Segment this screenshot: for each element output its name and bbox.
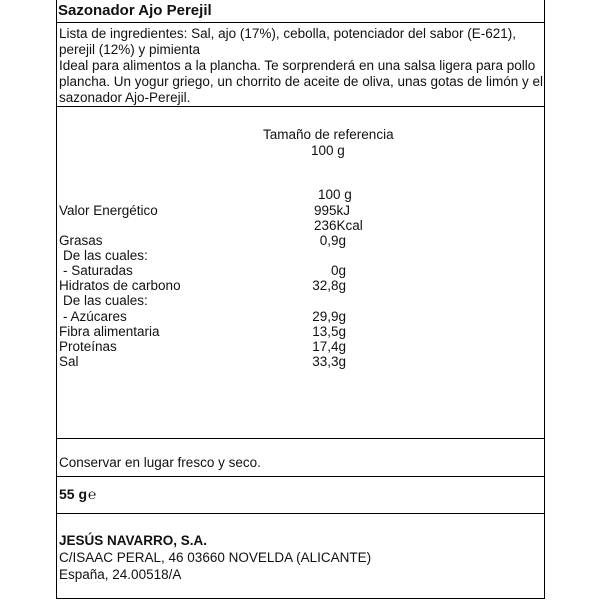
- nutrient-value-saturated: 0g: [330, 263, 346, 278]
- nutrient-label-saturated: - Saturadas: [63, 263, 133, 278]
- net-weight-value: 55 g: [59, 486, 88, 502]
- ingredients-line-1: Lista de ingredientes: Sal, ajo (17%), cebolla, potenciador del sabor (E-621),: [59, 26, 517, 41]
- product-title: Sazonador Ajo Perejil: [58, 2, 212, 19]
- nutrient-value-sugars: 29,9g: [312, 309, 346, 324]
- nutrition-column-header: 100 g: [318, 187, 352, 202]
- nutrient-label-fibre: Fibra alimentaria: [59, 324, 160, 339]
- divider-title: [56, 22, 545, 23]
- storage-instructions: Conservar en lugar fresco y seco.: [59, 455, 261, 470]
- nutrient-label-sugars: - Azúcares: [63, 309, 127, 324]
- company-name: JESÚS NAVARRO, S.A.: [59, 533, 208, 548]
- nutrient-value-protein: 17,4g: [312, 339, 346, 354]
- divider-description: [56, 106, 545, 107]
- energy-label: Valor Energético: [59, 203, 158, 218]
- nutrient-label-salt: Sal: [59, 354, 79, 369]
- nutrient-value-fat: 0,9g: [319, 233, 346, 248]
- estimated-sign-icon: ℮: [88, 486, 97, 502]
- nutrient-label-fat: Grasas: [59, 233, 103, 248]
- nutrient-label-protein: Proteínas: [59, 339, 117, 354]
- company-address: C/ISAAC PERAL, 46 03660 NOVELDA (ALICANTE): [59, 550, 372, 565]
- description-line-3: sazonador Ajo-Perejil.: [59, 90, 191, 105]
- nutrient-label-carbs: Hidratos de carbono: [59, 278, 181, 293]
- energy-kcal: 236Kcal: [314, 218, 363, 233]
- net-weight: [59, 486, 96, 503]
- reference-label: Tamaño de referencia: [263, 127, 394, 142]
- reference-value: 100 g: [311, 143, 345, 158]
- description-line-1: Ideal para alimentos a la plancha. Te sorprenderá en una salsa ligera para pollo: [59, 58, 536, 73]
- nutrient-value-carbs: 32,8g: [312, 278, 346, 293]
- nutrient-label-of-which-fat: De las cuales:: [63, 248, 148, 263]
- ingredients-line-2: perejil (12%) y pimienta: [59, 42, 201, 57]
- nutrient-value-salt: 33,3g: [312, 354, 346, 369]
- divider-storage: [56, 476, 545, 477]
- description-line-2: plancha. Un yogur griego, un chorrito de aceite de oliva, unas gotas de limón y el: [59, 74, 544, 89]
- company-registry: España, 24.00518/A: [59, 567, 182, 582]
- divider-nutrition: [56, 438, 545, 439]
- divider-weight: [56, 513, 545, 514]
- nutrient-value-fibre: 13,5g: [312, 324, 346, 339]
- energy-kj: 995kJ: [314, 203, 351, 218]
- nutrient-label-of-which-carbs: De las cuales:: [63, 293, 148, 308]
